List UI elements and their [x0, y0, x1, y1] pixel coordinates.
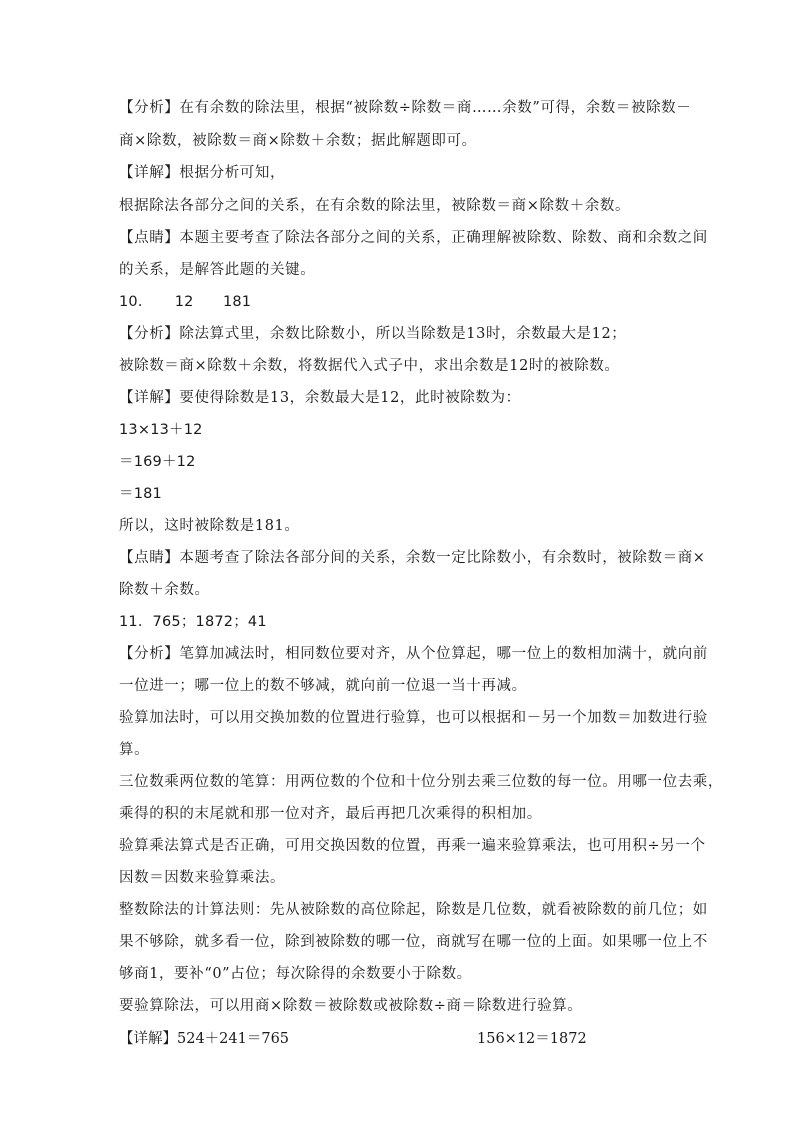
analysis-line-1: 【分析】在有余数的除法里，根据“被除数÷除数＝商……余数”可得，余数＝被除数－ — [119, 100, 692, 116]
q11-analysis-line-12: 要验算除法，可以用商×除数＝被除数或被除数÷商＝除数进行验算。 — [119, 998, 583, 1014]
q11-detail-addition: 【详解】524＋241＝765 — [119, 1031, 290, 1047]
q10-conclusion: 所以，这时被除数是181。 — [119, 518, 300, 534]
q11-analysis-line-3: 验算加法时，可以用交换加数的位置进行验算，也可以根据和－另一个加数＝加数进行验 — [119, 710, 708, 726]
q11-detail-line — [119, 1029, 682, 1049]
q11-analysis-line-10: 果不够除，就多看一位，除到被除数的哪一位，商就写在哪一位的上面。如果哪一位上不 — [119, 934, 708, 950]
analysis-line-2: 商×除数，被除数＝商×除数＋余数；据此解题即可。 — [119, 133, 477, 149]
q11-analysis-line-11: 够商1，要补“0”占位；每次除得的余数要小于除数。 — [119, 966, 472, 982]
comment-line-2: 的关系，是解答此题的关键。 — [119, 262, 316, 278]
q11-analysis-line-8: 因数＝因数来验算乘法。 — [119, 870, 286, 886]
q10-detail-line-1: 【详解】要使得除数是13，余数最大是12，此时被除数为： — [119, 390, 521, 406]
comment-line-1: 【点睛】本题主要考查了除法各部分之间的关系，正确理解被除数、除数、商和余数之间 — [119, 230, 708, 246]
q10-equation-2: ＝169＋12 — [119, 454, 196, 470]
q11-analysis-line-2: 一位进一；哪一位上的数不够减，就向前一位退一当十再减。 — [119, 678, 527, 694]
q10-comment-line-2: 除数＋余数。 — [119, 582, 210, 598]
q11-analysis-line-5: 三位数乘两位数的笔算：用两位数的个位和十位分别去乘三位数的每一位。用哪一位去乘， — [119, 774, 723, 790]
q11-detail-multiplication: 156×12＝1872 — [477, 1031, 587, 1047]
question-11-answer: 11．765；1872；41 — [119, 614, 267, 630]
q10-analysis-line-1: 【分析】除法算式里，余数比除数小，所以当除数是13时，余数最大是12； — [119, 326, 627, 342]
q11-analysis-line-6: 乘得的积的末尾就和那一位对齐，最后再把几次乘得的积相加。 — [119, 806, 542, 822]
detail-line-1: 【详解】根据分析可知， — [119, 165, 286, 181]
q10-equation-3: ＝181 — [119, 486, 162, 502]
q11-analysis-line-1: 【分析】笔算加减法时，相同数位要对齐，从个位算起，哪一位上的数相加满十，就向前 — [119, 646, 708, 662]
q11-analysis-line-9: 整数除法的计算法则：先从被除数的高位除起，除数是几位数，就看被除数的前几位；如 — [119, 902, 708, 918]
q11-analysis-line-7: 验算乘法算式是否正确，可用交换因数的位置，再乘一遍来验算乘法，也可用积÷另一个 — [119, 838, 706, 854]
question-10-answer: 10． 12 181 — [119, 294, 252, 310]
q10-comment-line-1: 【点睛】本题考查了除法各部分间的关系，余数一定比除数小，有余数时，被除数＝商× — [119, 550, 706, 566]
q10-analysis-line-2: 被除数＝商×除数＋余数，将数据代入式子中，求出余数是12时的被除数。 — [119, 358, 620, 374]
q11-analysis-line-4: 算。 — [119, 742, 150, 758]
q10-equation-1: 13×13＋12 — [119, 422, 203, 438]
detail-line-2: 根据除法各部分之间的关系，在有余数的除法里，被除数＝商×除数＋余数。 — [119, 198, 631, 214]
